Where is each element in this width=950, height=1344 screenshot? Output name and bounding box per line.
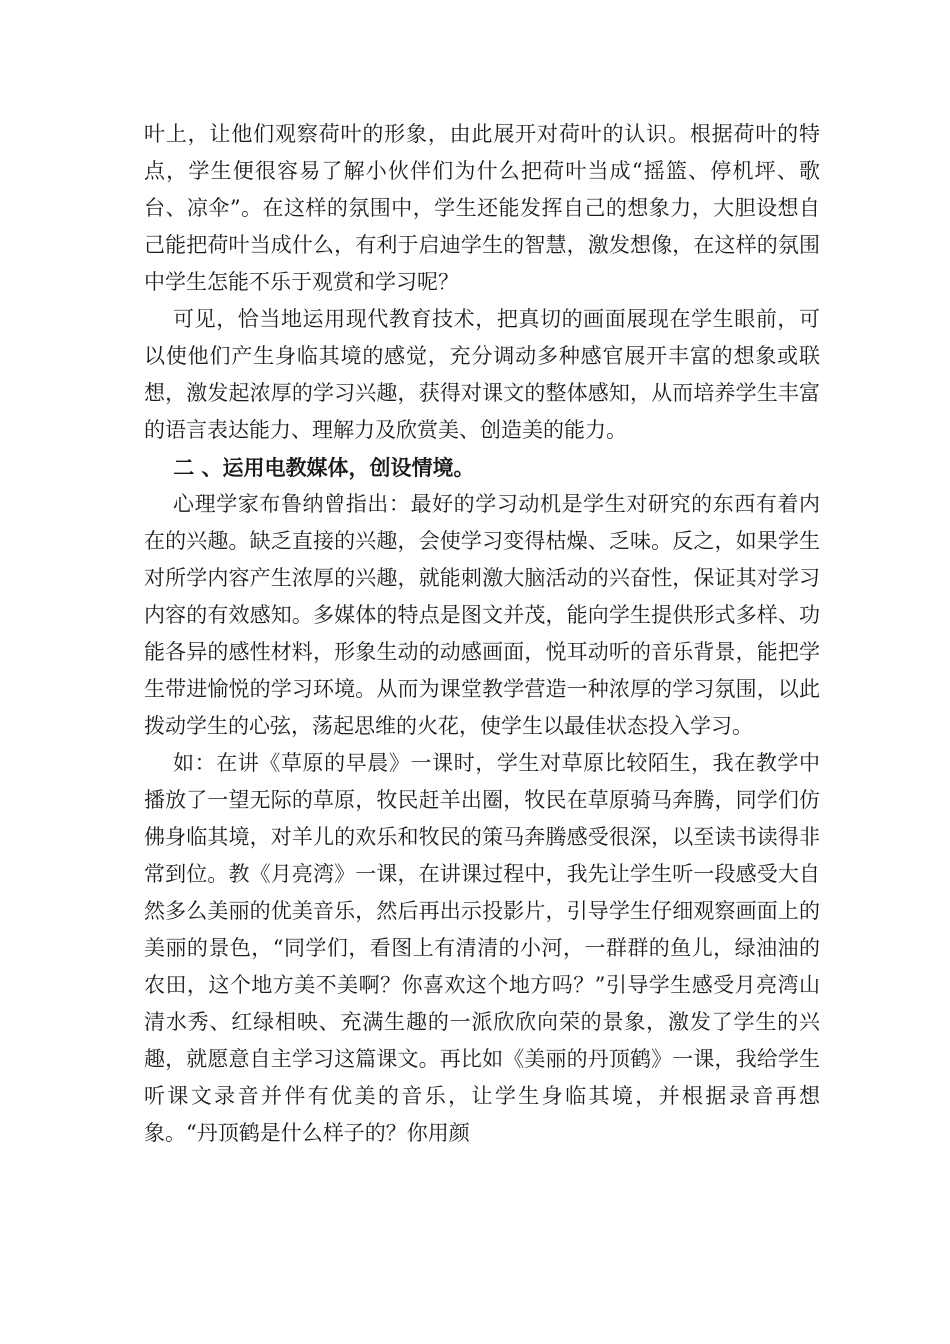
paragraph-examples: 如：在讲《草原的早晨》一课时，学生对草原比较陌生，我在教学中播放了一望无际的草原，牧民赶羊出圈，牧民在草原骑马奔腾，同学们仿佛身临其境，对羊儿的欢乐和牧民的策马奔腾感受很深，以至读书读得非常到位。教《月亮湾》一课，在讲课过程中，我先让学生听一段感受大自然多么美丽的优美音乐，然后再出示投影片，引导学生仔细观察画面上的美丽的景色，“同学们，看图上有清清的小河，一群群的鱼儿，绿油油的农田，这个地方美不美啊？你喜欢这个地方吗？”引导学生感受月亮湾山清水秀、红绿相映、充满生趣的一派欣欣向荣的景象，激发了学生的兴趣，就愿意自主学习这篇课文。再比如《美丽的丹顶鹤》一课，我给学生听课文录音并伴有优美的音乐，让学生身临其境，并根据录音再想象。“丹顶鹤是什么样子的？你用颜 bbox=[144, 751, 821, 1145]
document-body bbox=[144, 116, 820, 1152]
paragraph-lotus-leaf: 叶上，让他们观察荷叶的形象，由此展开对荷叶的认识。根据荷叶的特点，学生便很容易了解小伙伴们为什么把荷叶当成“摇篮、停机坪、歌台、凉伞”。在这样的氛围中，学生还能发挥自己的想象力，大胆设想自己能把荷叶当成什么，有利于启迪学生的智慧，激发想像，在这样的氛围中学生怎能不乐于观赏和学习呢？ bbox=[144, 122, 820, 294]
paragraph-bruner: 心理学家布鲁纳曾指出：最好的学习动机是学生对研究的东西有着内在的兴趣。缺乏直接的兴趣，会使学习变得枯燥、乏味。反之，如果学生对所学内容产生浓厚的兴趣，就能刺激大脑活动的兴奋性，保证其对学习内容的有效感知。多媒体的特点是图文并茂，能向学生提供形式多样、功能各异的感性材料，形象生动的动感画面，悦耳动听的音乐背景，能把学生带进愉悦的学习环境。从而为课堂教学营造一种浓厚的学习氛围，以此拨动学生的心弦，荡起思维的火花，使学生以最佳状态投入学习。 bbox=[144, 492, 821, 738]
paragraph-conclusion: 可见，恰当地运用现代教育技术，把真切的画面展现在学生眼前，可以使他们产生身临其境的感觉，充分调动多种感官展开丰富的想象或联想，激发起浓厚的学习兴趣，获得对课文的整体感知，从而培养学生丰富的语言表达能力、理解力及欣赏美、创造美的能力。 bbox=[144, 307, 821, 442]
section-heading-two: 二 、运用电教媒体，创设情境。 bbox=[144, 455, 475, 480]
